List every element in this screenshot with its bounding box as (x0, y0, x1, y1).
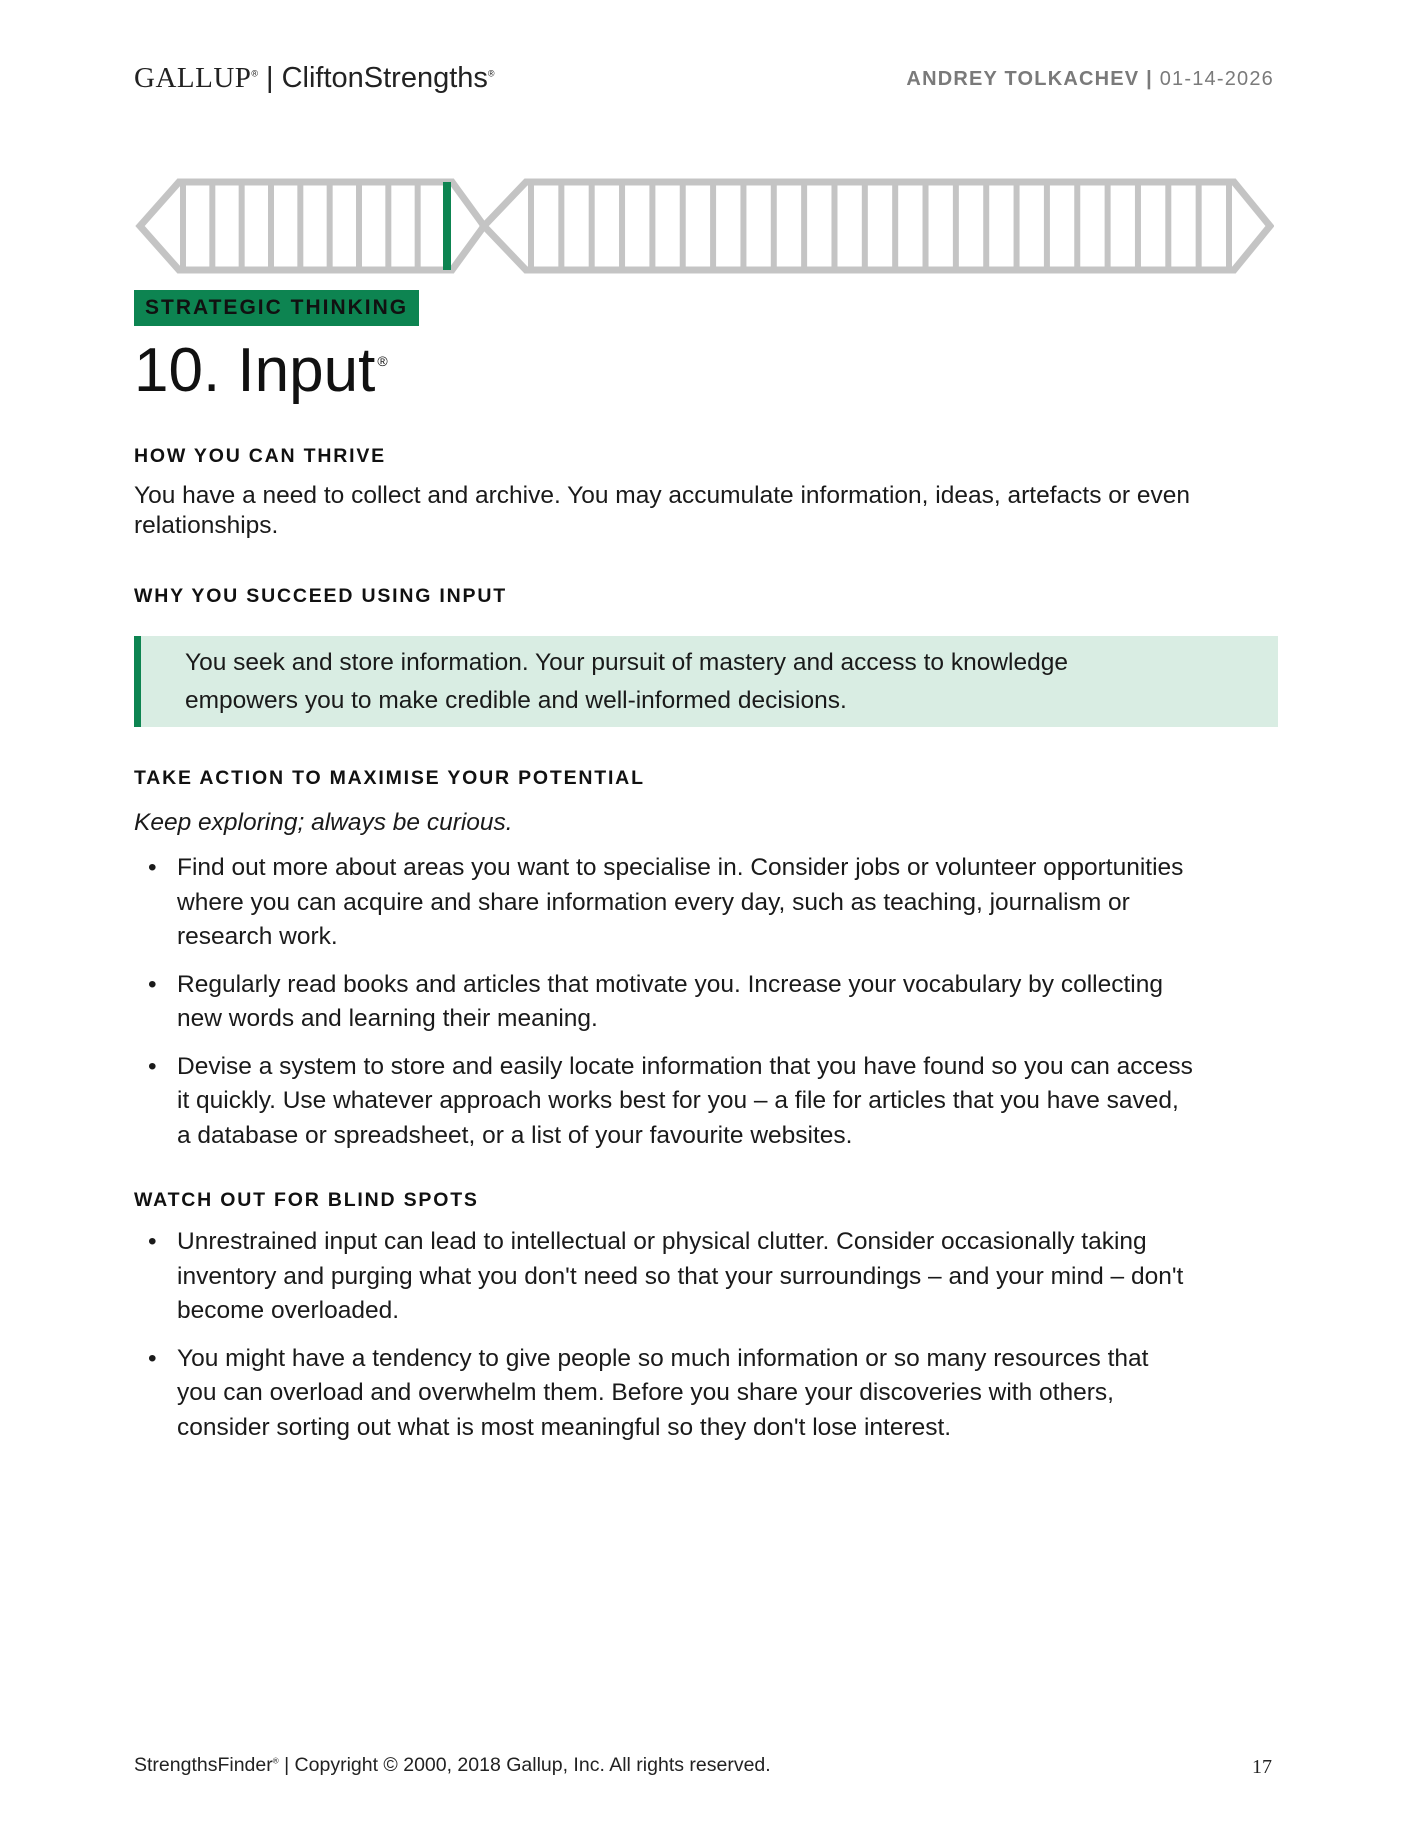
registered-mark: ® (377, 353, 388, 369)
thrive-text: You have a need to collect and archive. You may accumulate information, ideas, artefacts or even relationships. (134, 482, 1190, 539)
section-heading-action: TAKE ACTION TO MAXIMISE YOUR POTENTIAL (134, 767, 645, 789)
domain-badge: STRATEGIC THINKING (134, 290, 419, 326)
user-separator: | (1146, 68, 1153, 90)
success-callout (134, 636, 1278, 727)
action-list (134, 851, 1194, 1166)
page-footer: StrengthsFinder® | Copyright © 2000, 2018 Gallup, Inc. All rights reserved. (134, 1754, 771, 1776)
user-name: ANDREY TOLKACHEV (906, 68, 1140, 90)
strength-rank-graphic (134, 176, 1274, 276)
section-heading-thrive: HOW YOU CAN THRIVE (134, 445, 386, 467)
callout-text: You seek and store information. Your pursuit of mastery and access to knowledge empowers you to make credible and well-informed decisions. (185, 649, 1068, 714)
action-tagline: Keep exploring; always be curious. (134, 809, 513, 836)
gallup-wordmark: GALLUP (134, 62, 252, 94)
list-item: • Unrestrained input can lead to intellectual or physical clutter. Consider occasionally taking inventory and purging what you don't need so that your surroundings – and your mind – don't become overloaded. (148, 1228, 1184, 1324)
section-heading-blind-spots: WATCH OUT FOR BLIND SPOTS (134, 1189, 479, 1211)
list-item: • Devise a system to store and easily locate information that you have found so you can access it quickly. Use whatever approach works best for you – a file for articles that you have saved, a database or spreadsheet, or a list of your favourite websites. (148, 1052, 1193, 1149)
logo-separator: | (266, 62, 274, 94)
theme-title: 10. Input (134, 336, 376, 405)
page-title (134, 336, 388, 405)
gallup-cliftonstrengths-logo: GALLUP® | CliftonStrengths® (134, 62, 495, 94)
report-date: 01-14-2026 (1159, 68, 1274, 90)
cliftonstrengths-wordmark: CliftonStrengths (281, 62, 488, 94)
other-group-outline (484, 182, 1270, 270)
page-number: 17 (1252, 1756, 1272, 1778)
list-item: • Regularly read books and articles that motivate you. Increase your vocabulary by collecting new words and learning their meaning. (148, 970, 1163, 1032)
list-item: • You might have a tendency to give people so much information or so many resources that you can overload and overwhelm them. Before you share your discoveries with others, consider sorting out what is most meaningful so they don't lose interest. (148, 1344, 1149, 1441)
footer-product: StrengthsFinder (134, 1754, 273, 1776)
footer-copyright: | Copyright © 2000, 2018 Gallup, Inc. All rights reserved. (284, 1754, 771, 1776)
report-owner (906, 68, 1274, 91)
domain-group-outline (140, 182, 484, 270)
list-item: • Find out more about areas you want to specialise in. Consider jobs or volunteer opportunities where you can acquire and share information every day, such as teaching, journalism or research work. (148, 854, 1184, 950)
page-header (134, 62, 1274, 96)
blind-spots-list (134, 1225, 1194, 1458)
section-heading-succeed: WHY YOU SUCCEED USING INPUT (134, 585, 507, 607)
